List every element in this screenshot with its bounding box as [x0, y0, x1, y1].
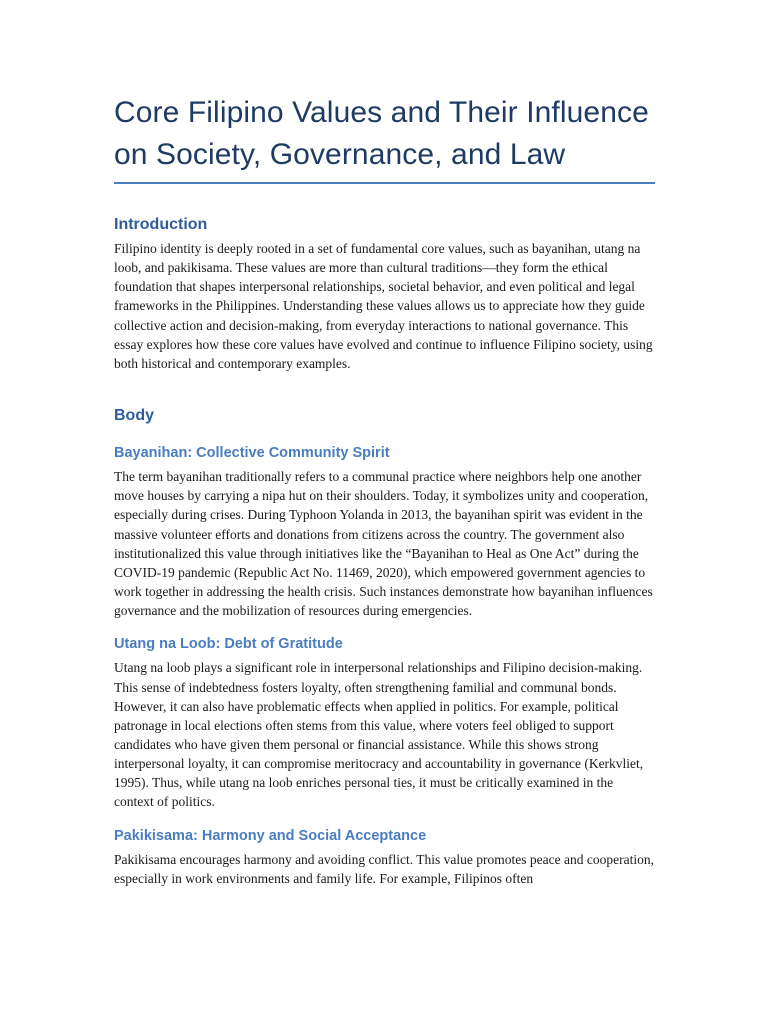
pakikisama-paragraph: Pakikisama encourages harmony and avoiding conflict. This value promotes peace and cooperation, especially in work environments and family life. For example, Filipinos often — [114, 851, 654, 886]
pakikisama-heading: Pakikisama: Harmony and Social Acceptance — [114, 827, 427, 844]
utang-na-loob-paragraph: Utang na loob plays a significant role in interpersonal relationships and Filipino decision-making. This sense of indebtedness fosters loyalty, often strengthening familial and communal bonds. However, it can also have problematic effects when applied in politics. For example, political patronage in local elections often stems from this value, where voters feel obliged to support candidates who have given them personal or financial assistance. While this shows strong interpersonal loyalty, it can compromise meritocracy and accountability in governance (Kerkvliet, 1995). Thus, while utang na loob enriches personal ties, it must be critically examined in the context of politics. — [114, 660, 644, 810]
introduction-heading: Introduction — [114, 216, 208, 233]
utang-na-loob-heading: Utang na Loob: Debt of Gratitude — [114, 636, 343, 653]
document-page — [114, 92, 655, 888]
document-title: Core Filipino Values and Their Influence on Society, Governance, and Law — [114, 96, 649, 171]
bayanihan-paragraph: The term bayanihan traditionally refers to a communal practice where neighbors help one another move houses by carrying a nipa hut on their shoulders. Today, it symbolizes unity and cooperation, especially during crises. During Typhoon Yolanda in 2013, the bayanihan spirit was evident in the massive volunteer efforts and donations from citizens across the country. The government also institutionalized this value through initiatives like the “Bayanihan to Heal as One Act” during the COVID-19 pandemic (Republic Act No. 11469, 2020), which empowered government agencies to work together in addressing the health crisis. Such instances demonstrate how bayanihan influences governance and the mobilization of resources during emergencies. — [114, 469, 653, 619]
bayanihan-heading: Bayanihan: Collective Community Spirit — [114, 445, 390, 462]
title-divider — [114, 182, 655, 184]
body-heading: Body — [114, 407, 154, 425]
introduction-paragraph: Filipino identity is deeply rooted in a set of fundamental core values, such as bayanihan, utang na loob, and pakikisama. These values are more than cultural traditions—they form the ethical foundation that shapes interpersonal relationships, societal behavior, and even political and legal frameworks in the Philippines. Understanding these values allows us to appreciate how they guide collective action and decision-making, from everyday interactions to national governance. This essay explores how these core values have evolved and continue to influence Filipino society, using both historical and contemporary examples. — [114, 241, 653, 371]
